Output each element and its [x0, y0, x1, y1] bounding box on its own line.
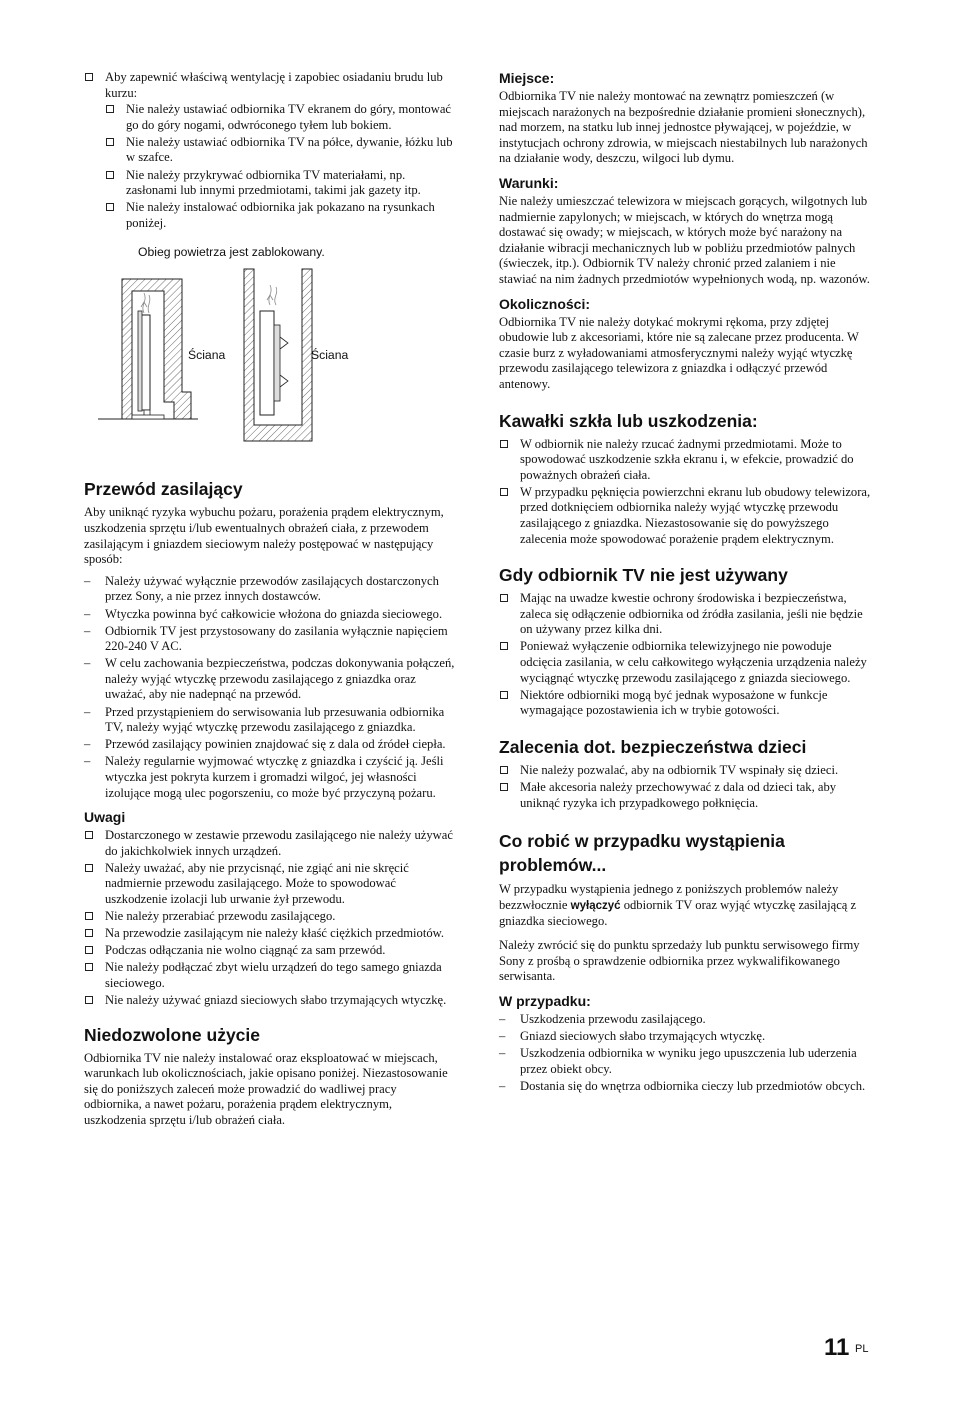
section-title: Gdy odbiornik TV nie jest używany — [499, 565, 788, 586]
cases-list — [499, 1012, 872, 1094]
power-off-emphasis: wyłączyć — [570, 899, 621, 912]
not-in-use-list — [499, 591, 872, 719]
circumstances-subsection — [499, 296, 872, 393]
list-item: – Odbiornik TV jest przystosowany do zasilania wyłącznie napięciem 220-240 V AC. — [84, 624, 456, 655]
wall-label-right: Ściana — [311, 348, 349, 363]
list-item: Nie należy ustawiać odbiornika TV na półce, dywanie, łóżku lub w szafce. — [105, 135, 456, 166]
list-item: Nie należy przerabiać przewodu zasilającego. — [84, 909, 456, 925]
subsection-title: Uwagi — [84, 809, 126, 826]
paragraph: Aby uniknąć ryzyka wybuchu pożaru, porażenia prądem elektrycznym, uszkodzenia sprzętu i/lub ewentualnych obrażeń ciała, z przewodem zasilającym i gniazdem sieciowym należy postępować w następujący sposób: — [84, 505, 444, 567]
child-safety-section — [499, 737, 872, 811]
list-item: Nie należy podłączać zbyt wielu urządzeń do tego samego gniazda sieciowego. — [84, 960, 456, 991]
airflow-figure — [84, 245, 456, 465]
list-item: – Należy regularnie wyjmować wtyczkę z gniazdka i czyścić ją. Jeśli wtyczka jest pokryta kurzem i gromadzi wilgoć, jej własności izolujące mogą ulec pogorszeniu, co może być przyczyną pożaru. — [84, 754, 456, 801]
notes-list — [84, 828, 456, 1009]
list-item: – Przed przystąpieniem do serwisowania lub przesuwania odbiornika TV, należy wyjąć wtyczkę przewodu zasilającego z gniazdka. — [84, 705, 456, 736]
list-item: – Gniazd sieciowych słabo trzymających wtyczkę. — [499, 1029, 872, 1045]
wall-label-left: Ściana — [188, 348, 226, 363]
section-title: Przewód zasilający — [84, 479, 243, 500]
subsection-title: Warunki: — [499, 174, 559, 191]
paragraph: Nie należy umieszczać telewizora w miejscach gorących, wilgotnych lub nadmiernie zapylonych; w miejscach, w których do wnętrza mogą dostawać się owady; w miejscach, w których może być narażony na działanie wibracji mechanicznych lub w pobliżu przedmiotów palnych (świeczek, itp.). Odbiornik TV należy chronić przed zalaniem i nie stawiać na nim żadnych przedmiotów wypełnionych wodą, np. wazonów. — [499, 193, 870, 286]
list-item: – Dostania się do wnętrza odbiornika cieczy lub przedmiotów obcych. — [499, 1079, 872, 1095]
tv-wall-mount-drawing — [244, 269, 312, 441]
page-language: PL — [855, 1343, 869, 1355]
section-title: Kawałki szkła lub uszkodzenia: — [499, 410, 758, 431]
left-column — [84, 70, 456, 1129]
list-item: W przypadku pęknięcia powierzchni ekranu lub obudowy telewizora, przed dotknięciem odbiornika należy wyjąć wtyczkę przewodu zasilającego z gniazdka. Niezastosowanie się do powyższego zalecenia może spowodować porażenie prądem elektrycznym. — [499, 485, 872, 547]
list-item: Nie należy ustawiać odbiornika TV ekranem do góry, montować go do góry nogami, odwróconego tyłem lub bokiem. — [105, 102, 456, 133]
list-item: – Przewód zasilający powinien znajdować się z dala od źródeł ciepła. — [84, 737, 456, 753]
list-item: Niektóre odbiorniki mogą być jednak wyposażone w funkcje wymagające pozostawienia ich w trybie gotowości. — [499, 688, 872, 719]
list-item: Należy uważać, aby nie przycisnąć, nie zgiąć ani nie skręcić nadmiernie przewodu zasilającego. Może to spowodować uszkodzenie izolacji lub urwanie żył przewodu. — [84, 861, 456, 908]
list-item: Ponieważ wyłączenie odbiornika telewizyjnego nie powoduje odcięcia zasilania, w celu całkowitego wyłączenia urządzenia należy wyciągnąć wtyczkę przewodu zasilającego z gniazda sieciowego. — [499, 639, 872, 686]
broken-glass-list — [499, 437, 872, 548]
conditions-subsection — [499, 175, 872, 288]
list-item: Na przewodzie zasilającym nie należy kłaść ciężkich przedmiotów. — [84, 926, 456, 942]
place-subsection — [499, 70, 872, 167]
list-item: Mając na uwadze kwestie ochrony środowiska i bezpieczeństwa, zaleca się odłączenie odbiornika od źródła zasilania, jeśli nie będzie on używany przez kilka dni. — [499, 591, 872, 638]
list-item: – Uszkodzenia przewodu zasilającego. — [499, 1012, 872, 1028]
power-cord-section — [84, 479, 456, 1008]
misuse-section — [84, 1025, 456, 1129]
list-item: Podczas odłączania nie wolno ciągnąć za sam przewód. — [84, 943, 456, 959]
paragraph: Odbiornika TV nie należy dotykać mokrymi rękoma, przy zdjętej obudowie lub z akcesoriami, które nie są zalecane przez producenta. W czasie burz z wyładowaniami atmosferycznymi należy wyjąć wtyczkę przewodu zasilającego telewizora z gniazdka i odłączyć przewód antenowy. — [499, 314, 859, 391]
list-item: Nie należy instalować odbiornika jak pokazano na rysunkach poniżej. — [105, 200, 456, 231]
cases-subsection — [499, 993, 872, 1094]
subsection-title: W przypadku: — [499, 992, 591, 1009]
paragraph: W przypadku wystąpienia jednego z poniższych problemów należy bezzwłocznie wyłączyć odbiornik TV oraz wyjąć wtyczkę zasilającą z gniazdka sieciowego. — [499, 882, 857, 929]
paragraph: Odbiornika TV nie należy instalować oraz eksploatować w miejscach, warunkach lub okolicznościach, jakie opisano poniżej. Niezastosowanie się do poniższych zaleceń może prowadzić do wadliwej pracy odbiornika, a nawet pożaru, porażenia prądem elektrycznym, uszkodzenia sprzętu i/lub obrażeń ciała. — [84, 1050, 448, 1128]
right-column — [499, 70, 872, 1096]
broken-glass-section — [499, 411, 872, 548]
subsection-title: Okoliczności: — [499, 295, 591, 312]
power-cord-list — [84, 574, 456, 801]
notes-subsection — [84, 809, 456, 1009]
section-title: Co robić w przypadku wystąpienia problemów... — [499, 831, 785, 876]
list-item: – Uszkodzenia odbiornika w wyniku jego upuszczenia lub uderzenia przez obiekt obcy. — [499, 1046, 872, 1077]
list-item: Aby zapewnić właściwą wentylację i zapobiec osiadaniu brudu lub kurzu: Nie należy ustawiać odbiornika TV ekranem do góry, montować go do góry nogami, odwróconego tyłem lub bokiem. Nie należy ustawiać odbiornika TV na półce, dywanie, łóżku lub w szafce. Nie należy przykrywać odbiornika TV materiałami, np. zasłonami lub innymi przedmiotami, takimi jak gazety itp. Nie należy instalować odbiornika jak pokazano na rysunkach poniżej. — [84, 70, 456, 231]
page-number: 11 — [824, 1334, 850, 1361]
subsection-title: Miejsce: — [499, 70, 555, 86]
list-item: Nie należy pozwalać, aby na odbiornik TV wspinały się dzieci. — [499, 763, 872, 779]
figure-caption: Obieg powietrza jest zablokowany. — [138, 245, 325, 260]
list-item: – W celu zachowania bezpieczeństwa, podczas dokonywania połączeń, należy wyjąć wtyczkę przewodu zasilającego z gniazdka oraz uważać, aby nie nadepnąć na przewód. — [84, 656, 456, 703]
list-item: Małe akcesoria należy przechowywać z dala od dzieci tak, aby uniknąć ryzyka ich przypadkowego połknięcia. — [499, 780, 872, 811]
list-item: Nie należy przykrywać odbiornika TV materiałami, np. zasłonami lub innymi przedmiotami, takimi jak gazety itp. — [105, 168, 456, 199]
tv-in-recess-drawing — [98, 279, 198, 419]
ventilation-sublist — [105, 102, 456, 231]
paragraph: Odbiornika TV nie należy montować na zewnątrz pomieszczeń (w miejscach narażonych na bezpośrednie działanie promieni słonecznych), nad morzem, na statku lub innej jednostce pływającej, w pojeździe, w instytucjach ochrony zdrowia, w miejscach niestabilnych lub narażonych na działanie wody, deszczu, wilgoci lub dymu. — [499, 89, 868, 166]
problems-section — [499, 829, 872, 1094]
section-title: Zalecenia dot. bezpieczeństwa dzieci — [499, 736, 807, 757]
list-item: Dostarczonego w zestawie przewodu zasilającego nie należy używać do jakichkolwiek innych urządzeń. — [84, 828, 456, 859]
child-safety-list — [499, 763, 872, 811]
not-in-use-section — [499, 565, 872, 719]
section-title: Niedozwolone użycie — [84, 1024, 260, 1045]
ventilation-list — [84, 70, 456, 231]
paragraph: Należy zwrócić się do punktu sprzedaży lub punktu serwisowego firmy Sony z prośbą o sprawdzenie odbiornika przez wykwalifikowanego serwisanta. — [499, 937, 860, 984]
list-item: – Wtyczka powinna być całkowicie włożona do gniazda sieciowego. — [84, 607, 456, 623]
list-item: Nie należy używać gniazd sieciowych słabo trzymających wtyczkę. — [84, 993, 456, 1009]
list-item: – Należy używać wyłącznie przewodów zasilających dostarczonych przez Sony, a nie przez innych dostawców. — [84, 574, 456, 605]
list-item: W odbiornik nie należy rzucać żadnymi przedmiotami. Może to spowodować uszkodzenie szkła ekranu i, w efekcie, prowadzić do poważnych obrażeń ciała. — [499, 437, 872, 484]
